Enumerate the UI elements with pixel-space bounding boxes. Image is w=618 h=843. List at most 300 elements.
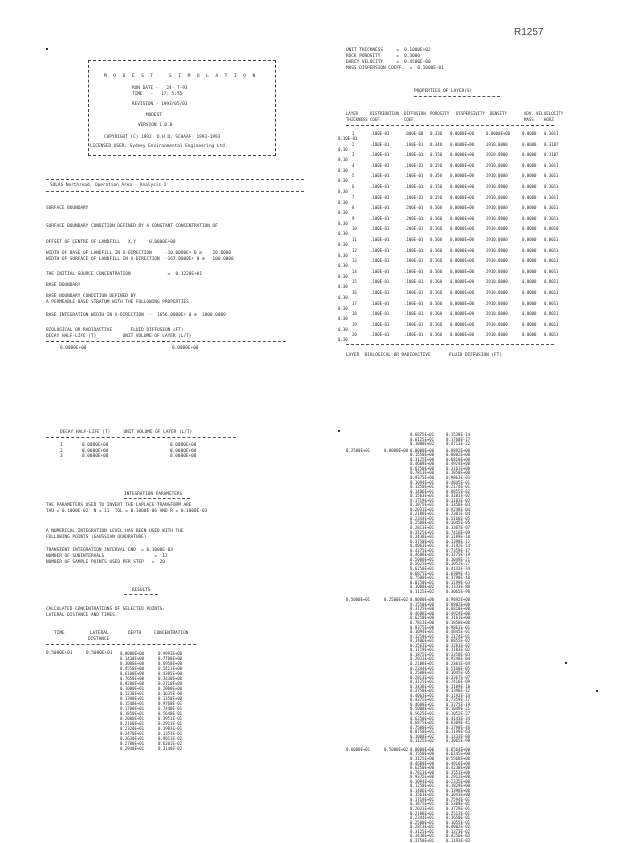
porosity: 0.340	[430, 141, 443, 147]
decay-half-life: 0.0000E+00	[82, 448, 109, 454]
result-depth: 0.1000E+02	[410, 733, 435, 739]
diffusion-coef: .100E-01	[404, 311, 424, 317]
density: 2910.0000	[486, 173, 508, 179]
darcy-velocity: DARCY VELOCITY = 0.4500E-00	[346, 60, 431, 65]
velocity: 0.3107	[544, 152, 559, 158]
diffusion-coef: .100E-01	[404, 290, 424, 295]
result-time: 0.6000E+01	[346, 746, 371, 752]
layer-number: 18	[352, 311, 357, 317]
layer-thickness: 0.30	[338, 337, 348, 343]
distribution-coef: .100E-01	[370, 279, 390, 285]
velocity: 0.0011	[544, 321, 559, 327]
result-concentration: 0.1103E-02	[446, 497, 471, 503]
dispersivity: 0.0000E+00	[450, 332, 475, 338]
result-depth: 0.2344E+01	[410, 665, 435, 671]
density: 2910.0000	[486, 184, 508, 189]
velocity: 0.0011	[544, 290, 559, 295]
result-depth: 0.2000E+01	[120, 716, 145, 721]
banner-run-date: RUN DATE - 24- 7-93	[132, 86, 188, 91]
layer-thickness: 0.30	[338, 263, 348, 269]
result-concentration: 0.3148E-02	[158, 746, 183, 751]
result-depth: 0.7500E+01	[410, 724, 435, 730]
distribution-coef: .100E-01	[370, 141, 390, 147]
initial-source: THE INITIAL SOURCE CONCENTRATION = 0.1228E+01	[46, 272, 202, 277]
result-concentration: 0.1538E-14	[446, 432, 471, 437]
diffusion-coef: .100E-01	[404, 268, 424, 274]
density: 0.0000E+00	[486, 131, 511, 136]
result-depth: 0.6875E+01	[410, 720, 435, 726]
porosity: 0.360	[430, 290, 443, 295]
layer-thickness: 0.30	[338, 284, 348, 290]
base-heading: BASE BOUNDARY	[46, 283, 81, 288]
result-depth: 0.3750E+01	[410, 538, 435, 544]
banner-program: MODEST	[146, 113, 162, 118]
result-depth: 0.2500E+01	[410, 670, 435, 676]
base-integration-width: BASE INTEGRATION WIDTH IN X-DIRECTION - 1656.0000E+ 0 m 1000.0000	[46, 313, 226, 318]
result-concentration: 0.5160E-05	[446, 665, 471, 671]
diffusion-coef: .000E-00	[404, 131, 424, 136]
result-depth: 0.1563E+01	[410, 493, 435, 499]
distribution-coef: .100E-01	[370, 268, 390, 274]
mass: 0.0000	[522, 247, 537, 253]
result-concentration: 0.9011E-02	[158, 736, 183, 741]
result-concentration: 0.1373E-02	[446, 828, 471, 834]
result-concentration: 0.7416E-09	[446, 679, 471, 685]
decay-row-index: 3	[60, 454, 63, 460]
velocity: 0.0011	[544, 279, 559, 285]
result-concentration: 0.4845E-01	[446, 629, 471, 635]
result-concentration: 0.2335E+00	[446, 778, 471, 784]
diffusion-coef: .100E-01	[404, 300, 424, 306]
result-concentration: 0.3790E-48	[446, 575, 471, 581]
result-concentration: 0.4002E-02	[446, 824, 471, 830]
result-depth: 0.3438E+01	[410, 683, 435, 689]
result-depth: 0.1125E+02	[410, 588, 435, 594]
layer-number: 8	[352, 205, 355, 211]
density: 2910.0000	[486, 237, 508, 242]
velocity: 0.3011	[544, 131, 559, 136]
result-depth: 0.8125E+01	[410, 436, 435, 442]
distribution-coef: .100E-01	[370, 173, 390, 179]
density: 2920.0000	[486, 152, 508, 158]
integration-line-6: NUMBER OF SUBINTERVALS = 12	[46, 554, 168, 559]
layer-thickness: 0.30	[338, 273, 348, 279]
result-concentration: 0.9993E+00	[158, 651, 183, 656]
result-depth: 0.2813E+01	[410, 824, 435, 830]
result-depth: 0.0000E+00	[410, 597, 435, 603]
porosity: 0.360	[430, 268, 443, 274]
result-time: 0.2500E+01	[346, 447, 371, 453]
layer-number: 4	[352, 162, 355, 168]
result-depth: 0.1550E+00	[410, 601, 435, 607]
result-concentration: 0.6145E+00	[446, 751, 471, 757]
distribution-coef: .100E-01	[370, 215, 390, 221]
result-depth: 0.2188E+01	[410, 511, 435, 517]
result-depth: 0.1550E+00	[410, 452, 435, 458]
page-id: R1257	[514, 27, 544, 38]
density: 2910.0000	[486, 226, 508, 232]
layer-thickness: 0.30	[338, 199, 348, 205]
result-depth: 0.1094E+01	[410, 479, 435, 485]
dispersivity: 0.0000E+00	[450, 184, 475, 189]
result-depth: 0.6250E+01	[410, 715, 435, 721]
result-depth: 0.2500E+01	[410, 520, 435, 526]
results-line-1: CALCULATED CONCENTRATIONS OF SELECTED POINTS.	[46, 607, 165, 612]
result-depth: 0.1563E+01	[410, 792, 435, 798]
result-depth: 0.6250E+00	[410, 615, 435, 621]
layer-number: 15	[352, 279, 357, 285]
result-depth: 0.7813E+00	[410, 620, 435, 625]
diffusion-coef: .100E-01	[404, 279, 424, 285]
diffusion-coef: .200E-01	[404, 226, 424, 232]
result-concentration: 0.1049E-21	[446, 706, 471, 712]
result-concentration: 0.1650E-01	[446, 815, 471, 821]
result-depth: 0.2188E+01	[410, 660, 435, 666]
result-depth: 0.1094E+01	[410, 629, 435, 635]
layer-thickness: 0.30	[338, 242, 348, 247]
porosity: 0.360	[430, 300, 443, 306]
unit-thickness: UNIT THICKNESS = 0.1000E+02	[346, 48, 431, 53]
density: 2910.0000	[486, 268, 508, 274]
layer-number: 3	[352, 152, 355, 158]
result-depth: 0.1563E+01	[410, 642, 435, 648]
result-concentration: 0.2174E-01	[446, 484, 471, 490]
landfill-offset: OFFSET OF CENTRE OF LANDFILL X,Y 0.0000E+00	[46, 240, 176, 245]
porosity: 0.350	[430, 152, 443, 158]
result-concentration: 0.1192E-14	[446, 543, 471, 549]
velocity: 0.0010	[544, 226, 559, 232]
properties-footer: LAYER BIOLOGICAL OR RADIOACTIVE FLUID DIFFUSION (FT)	[346, 353, 502, 358]
result-depth: 0.4063E+01	[410, 692, 435, 698]
result-depth: 0.1406E+01	[410, 638, 435, 644]
result-depth: 0.2188E+01	[410, 810, 435, 816]
result-depth: 0.2344E+01	[410, 515, 435, 521]
diffusion-coef: .100E-01	[404, 141, 424, 147]
porosity: 0.360	[430, 258, 443, 264]
result-concentration: 0.1052E-27	[446, 561, 471, 567]
mass: 0.0000	[522, 237, 537, 242]
density: 2910.0000	[486, 162, 508, 168]
density: 2910.0000	[486, 215, 508, 221]
result-concentration: 0.3367E-07	[446, 674, 471, 680]
banner-title: M O D E S T S I M U L A T I O N	[104, 74, 258, 79]
result-concentration: 0.6810E+00	[446, 456, 471, 462]
mass: 0.0000	[522, 279, 537, 285]
result-depth: 0.1875E+01	[410, 651, 435, 657]
result-depth: 0.8750E+01	[410, 729, 435, 735]
mass: 0.0000	[522, 215, 537, 221]
surface-desc: SURFACE BOUNDARY CONDITION DEFINED BY A CONSTANT CONCENTRATION OF	[46, 224, 218, 229]
scan-speck	[596, 690, 598, 692]
result-concentration: 0.4924E+00	[446, 461, 471, 467]
layer-number: 10	[352, 226, 357, 232]
decay-row-index: 1	[60, 443, 63, 448]
layer-number: 9	[352, 215, 355, 221]
decay-unit-volume: 0.0000E+00	[170, 443, 197, 448]
distribution-coef: .100E-01	[370, 290, 390, 295]
scan-speck	[338, 430, 340, 432]
divider	[414, 96, 500, 97]
result-depth: 0.2031E+01	[410, 506, 435, 512]
layer-number: 17	[352, 300, 357, 306]
properties-column-header: DENSITY	[490, 111, 507, 116]
result-concentration: 0.9892E+00	[446, 447, 471, 453]
dispersivity: 0.0000E+00	[450, 279, 475, 285]
layer-thickness: 0.30	[338, 252, 348, 258]
result-depth: 0.1700E+01	[120, 706, 145, 711]
diffusion-coef: .200E-01	[404, 215, 424, 221]
result-concentration: 0.1398E-12	[446, 688, 471, 694]
result-concentration: 0.2000E+00	[158, 686, 183, 691]
mass: 0.0000	[522, 290, 537, 295]
porosity: 0.360	[430, 311, 443, 317]
density: 2910.0000	[486, 258, 508, 264]
result-depth: 0.0000E+00	[120, 651, 145, 656]
result-concentration: 0.1199E-63	[446, 729, 471, 735]
result-depth: 0.4688E+00	[410, 610, 435, 616]
fluid-diffusion-value: 0.0000E+00	[172, 346, 199, 351]
velocity: 0.3011	[544, 173, 559, 179]
result-depth: 0.0000E+00	[410, 746, 435, 752]
dispersivity: 0.0000E+00	[450, 311, 475, 317]
diffusion-coef: .100E-01	[404, 173, 424, 179]
result-concentration: 0.9248E-04	[446, 656, 471, 662]
density: 2910.0000	[486, 279, 508, 285]
porosity: 0.360	[430, 332, 443, 338]
result-depth: 0.2630E+01	[120, 736, 145, 741]
result-concentration: 0.3729E-01	[446, 806, 471, 811]
result-concentration: 0.3430E+00	[158, 676, 183, 681]
layer-thickness: 0.30	[338, 220, 348, 226]
distribution-coef: .100E-01	[370, 247, 390, 253]
result-depth: 0.1390E+01	[120, 696, 145, 701]
result-concentration: 0.2710E+00	[158, 681, 183, 686]
properties-title: PROPERTIES OF LAYER(S)	[414, 89, 473, 94]
result-depth: 0.4550E+00	[120, 666, 145, 671]
properties-column-header: POROSITY	[430, 111, 450, 116]
layer-thickness: 0.30	[338, 146, 348, 152]
result-depth: 0.3750E+01	[410, 837, 435, 843]
result-depth: 0.1125E+02	[410, 738, 435, 744]
result-depth: 0.6875E+01	[410, 432, 435, 437]
result-depth: 0.3750E+01	[410, 688, 435, 694]
result-concentration: 0.4256E-03	[446, 833, 471, 839]
result-concentration: 0.5411E+00	[158, 666, 183, 671]
diffusion-coef: .100E-01	[404, 258, 424, 264]
result-depth: 0.3125E+01	[410, 679, 435, 685]
porosity: 0.360	[430, 279, 443, 285]
dispersivity: 0.0000E+00	[450, 247, 475, 253]
result-depth: 0.1250E+01	[410, 484, 435, 490]
result-concentration: 0.7440E-01	[158, 706, 183, 711]
decay-half-life: 0.0000E+00	[82, 454, 109, 460]
result-concentration: 0.2301E-04	[446, 511, 471, 517]
properties-column-subheader: THICKNESS	[346, 117, 368, 122]
result-concentration: 0.7594E-01	[446, 796, 471, 802]
result-depth: 0.4063E+01	[410, 543, 435, 549]
result-concentration: 0.1850E+00	[446, 470, 471, 476]
layer-number: 12	[352, 247, 357, 253]
result-depth: 0.1540E+01	[120, 701, 145, 706]
result-concentration: 0.1351E-01	[158, 731, 183, 736]
result-concentration: 0.3275E-19	[446, 701, 471, 707]
dispersivity: 0.0000E+00	[450, 131, 475, 136]
density: 2910.0000	[486, 194, 508, 200]
decay-row-index: 2	[60, 448, 63, 454]
mass: 0.0000	[522, 268, 537, 274]
density: 2910.0000	[486, 332, 508, 338]
dispersivity: 0.0000E+00	[450, 237, 475, 242]
surface-heading: SURFACE BOUNDARY	[46, 206, 89, 211]
mass-dispersion: MASS DISPERSION COEFF. = 0.1000E-01	[346, 66, 444, 71]
mass: 0.0000	[522, 131, 537, 136]
dispersivity: 0.0000E+00	[450, 162, 475, 168]
distribution-coef: .100E-01	[370, 162, 390, 168]
density: 2910.0000	[486, 311, 508, 317]
result-concentration: 0.4916E+00	[446, 760, 471, 766]
dispersivity: 0.0000E+00	[450, 194, 475, 200]
result-concentration: 0.1193E-03	[446, 837, 471, 843]
result-depth: 0.4688E+01	[410, 701, 435, 707]
banner-version: VERSION 1.0.0	[138, 123, 173, 128]
result-depth: 0.3000E+00	[120, 661, 145, 666]
result-concentration: 0.1192E-14	[446, 692, 471, 698]
col-lateral: LATERAL	[90, 631, 109, 636]
result-concentration: 0.9892E+00	[446, 597, 471, 603]
properties-column-header: DISPERSIVITY	[456, 111, 485, 116]
result-depth: 0.2470E+01	[120, 731, 145, 736]
dispersivity: 0.0000E+00	[450, 290, 475, 295]
distribution-coef: .100E-01	[370, 131, 390, 136]
diffusion-coef: .100E-01	[404, 332, 424, 338]
divider	[124, 498, 190, 499]
density: 2910.0000	[486, 290, 508, 295]
distribution-coef: .100E-01	[370, 152, 390, 158]
result-depth: 0.2813E+01	[410, 674, 435, 680]
layer-number: 20	[352, 332, 357, 338]
result-depth: 0.4688E+01	[410, 552, 435, 558]
result-depth: 0.3125E+00	[410, 456, 435, 462]
result-concentration: 0.6564E+00	[446, 746, 471, 752]
integration-line-4: FOLLOWING POINTS (GAUSSIAN QUADRATURE)	[46, 535, 147, 540]
result-concentration: 0.1333E-80	[446, 733, 471, 739]
layer-thickness: 0.10E-01	[338, 136, 358, 141]
porosity: 0.360	[430, 226, 443, 232]
result-concentration: 0.5389E-01	[446, 801, 471, 807]
integration-line-1: THE PARAMETERS USED TO INVERT THE LAPLACE TRANSFORM ARE	[46, 503, 192, 508]
density: 2910.0000	[486, 300, 508, 306]
result-concentration: 0.3358E-03	[446, 502, 471, 508]
dispersivity: 0.0000E+00	[450, 215, 475, 221]
layer-number: 14	[352, 268, 357, 274]
properties-column-subheader: COEF.	[404, 117, 417, 122]
result-concentration: 0.1043E+00	[446, 792, 471, 798]
porosity: 0.350	[430, 194, 443, 200]
result-concentration: 0.3367E-07	[446, 525, 471, 530]
result-depth: 0.1094E+01	[410, 778, 435, 784]
dispersivity: 0.0000E+00	[450, 141, 475, 147]
result-concentration: 0.3065E-98	[446, 738, 471, 744]
result-concentration: 0.1055E-01	[446, 819, 471, 825]
result-depth: 0.5000E+01	[410, 706, 435, 712]
results-right-body	[346, 432, 546, 843]
result-depth: 0.9375E+00	[410, 774, 435, 780]
result-depth: 0.2160E+01	[120, 721, 145, 726]
layer-number: 16	[352, 290, 357, 295]
properties-column-header: DIFFUSION	[404, 111, 426, 116]
biological-value: 0.0000E+00	[60, 346, 87, 351]
velocity: 0.3107	[544, 141, 559, 147]
result-time: 0.5000E+01	[46, 651, 73, 656]
result-depth: 0.1406E+01	[410, 488, 435, 494]
base-desc-2: A PERMEABLE BASE STRATUM WITH THE FOLLOWING PROPERTIES	[46, 300, 189, 305]
result-depth: 0.9375E+00	[410, 624, 435, 630]
result-depth: 0.1406E+01	[410, 787, 435, 793]
banner-licensed: LICENSED USER: Sydney Environmental Engineering Ltd.	[90, 144, 228, 149]
dispersivity: 0.0000E+00	[450, 226, 475, 232]
dispersivity: 0.0000E+00	[450, 300, 475, 306]
result-depth: 0.1719E+01	[410, 497, 435, 503]
result-concentration: 0.1850E+00	[446, 620, 471, 625]
base-desc-1: BASE BOUNDARY CONDITION DEFINED BY	[46, 294, 136, 299]
result-depth: 0.5000E+01	[410, 556, 435, 562]
scan-speck	[565, 662, 567, 664]
result-concentration: 0.2513E-01	[446, 810, 471, 816]
mass: 0.0000	[522, 173, 537, 179]
diffusion-coef: .100E-01	[404, 184, 424, 189]
integration-line-5: TRANSIENT INTEGRATION INTERVAL END = 0.1000E-03	[46, 548, 173, 553]
decay-unit-volume: 0.0000E+00	[170, 454, 197, 460]
diffusion-coef: .100E-01	[404, 162, 424, 168]
result-depth: 0.6100E+00	[120, 671, 145, 676]
decay-headers: DECAY HALF-LIFE (T) UNIT VOLUME OF LAYER (L/T)	[60, 430, 193, 435]
mass: 0.0000	[522, 300, 537, 306]
porosity: 0.360	[430, 237, 443, 242]
porosity: 0.360	[430, 205, 443, 211]
result-concentration: 0.6309E-41	[446, 720, 471, 726]
result-concentration: 0.7359E-17	[446, 547, 471, 553]
banner-revision: REVISION - 1993/05/03	[132, 102, 188, 107]
result-depth: 0.1000E+02	[410, 441, 435, 447]
velocity: 0.0011	[544, 268, 559, 274]
result-depth: 0.1000E+02	[410, 584, 435, 590]
properties-column-header: ADV. VEL.	[524, 111, 546, 116]
mass: 0.0000	[522, 332, 537, 338]
distribution-coef: .100E-01	[370, 332, 390, 338]
result-depth: 0.1850E+01	[120, 711, 145, 716]
result-depth: 0.0000E+00	[410, 447, 435, 453]
integration-line-7: NUMBER OF SAMPLE POINTS USED PER STEP = 20	[46, 560, 165, 565]
result-depth: 0.7500E+01	[410, 575, 435, 581]
distribution-coef: .100E-01	[370, 300, 390, 306]
result-concentration: 0.4143E-34	[446, 715, 471, 721]
result-depth: 0.2344E+01	[410, 815, 435, 821]
velocity: 0.0011	[544, 258, 559, 264]
result-concentration: 0.3065E-98	[446, 588, 471, 594]
result-concentration: 0.1829E+00	[446, 783, 471, 789]
mass: 0.0000	[522, 141, 537, 147]
porosity: 0.350	[430, 173, 443, 179]
distribution-coef: .100E-01	[370, 311, 390, 317]
distribution-coef: .100E-01	[370, 258, 390, 264]
properties-column-subheader: MASS	[524, 117, 534, 122]
result-concentration: 0.5640E-01	[158, 711, 183, 716]
result-depth: 0.2031E+01	[410, 806, 435, 811]
result-depth: 0.3125E+00	[410, 755, 435, 761]
result-depth: 0.3125E+01	[410, 828, 435, 834]
result-depth: 0.1719E+01	[410, 796, 435, 802]
result-depth: 0.1250E+01	[410, 633, 435, 639]
